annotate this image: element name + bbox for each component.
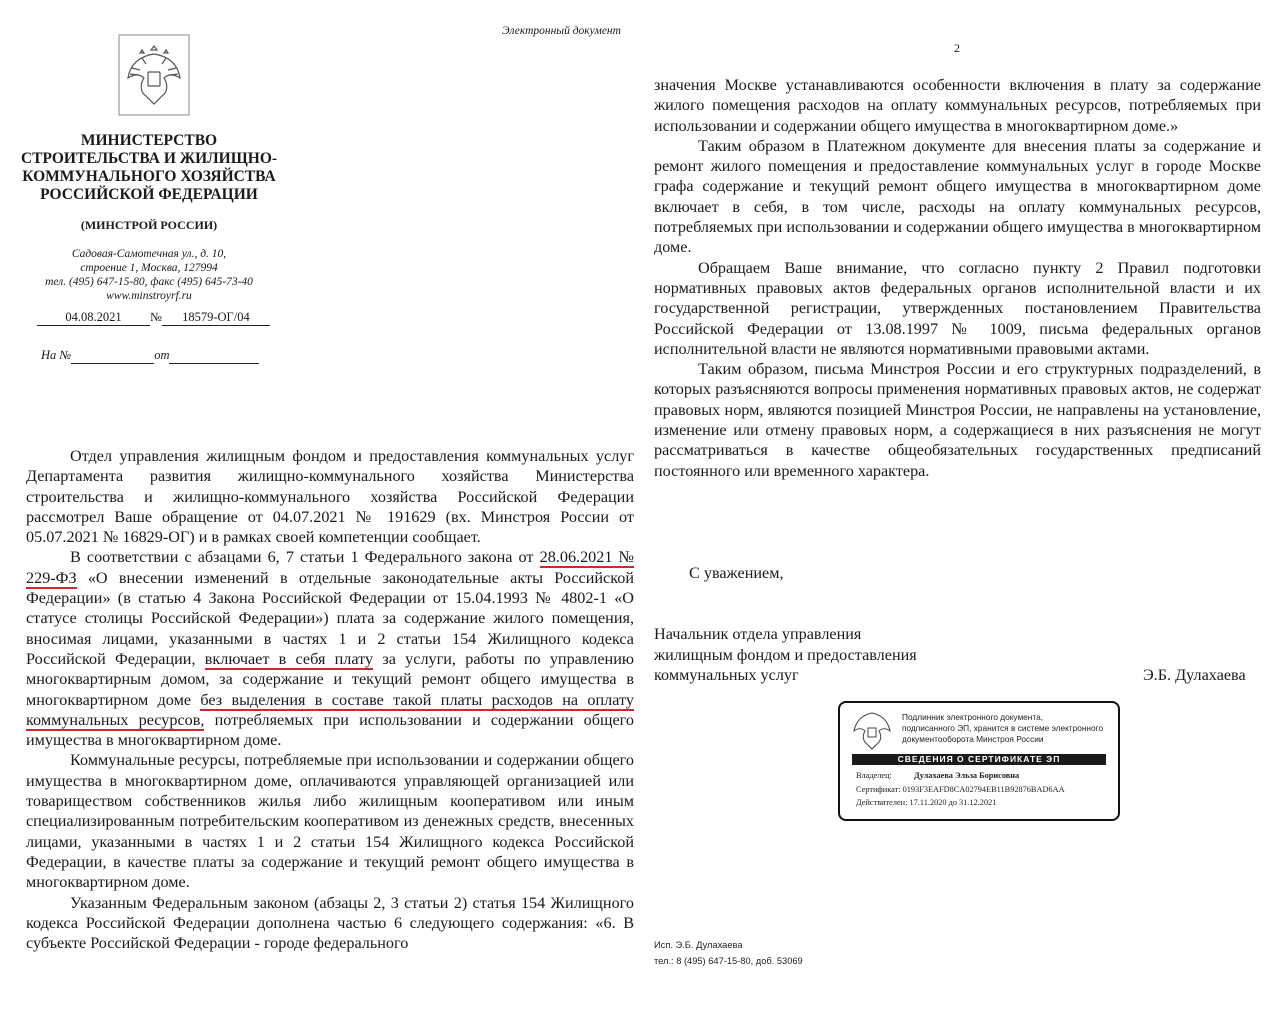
certificate-info-bar: СВЕДЕНИЯ О СЕРТИФИКАТЕ ЭП bbox=[852, 754, 1106, 765]
paragraph-attention: Обращаем Ваше внимание, что согласно пункту 2 Правил подготовки нормативных правовых актов федеральных органов исполнительной власти и их государственной регистрации, утвержденных постановлением Правительства Российской Федерации от 13.08.1997 № 1009, письма федеральных органов исполнительной власти не являются нормативными правовыми актами. bbox=[654, 258, 1261, 358]
paragraph-law bbox=[26, 547, 634, 750]
registration-line bbox=[37, 310, 270, 326]
law-text-c: за услуги, работы по управлению многоквартирным домом, за содержание и текущий ремонт общего имущества в многоквартирном доме bbox=[26, 649, 634, 709]
paragraph-article-154: Указанным Федеральным законом (абзацы 2, 3 статьи 2) статья 154 Жилищного кодекса Российской Федерации дополнена частью 6 следующего содержания: «6. В субъекте Российской Федерации - городе федерального bbox=[26, 893, 634, 953]
registration-number: 18579-ОГ/04 bbox=[162, 310, 270, 326]
ministry-short-name: (МИНСТРОЙ РОССИИ) bbox=[80, 218, 218, 232]
signer-position bbox=[654, 624, 917, 686]
certificate-label: Сертификат: bbox=[856, 785, 901, 794]
law-text-b: «О внесении изменений в отдельные законодательные акты Российской Федерации» (в статью 4 Закона Российской Федерации от 15.04.1993 № 4802-1 «О статусе столицы Российской Федерации») плата за содержание жилого помещения, вносимая лицами, указанными в частях 1 и 2 статьи 154 Жилищного кодекса Российской Федерации, bbox=[26, 568, 634, 668]
law-text-d: потребляемых при использовании и содержании общего имущества в многоквартирном доме. bbox=[26, 710, 634, 750]
electronic-signature-stamp bbox=[838, 701, 1120, 821]
registration-date: 04.08.2021 bbox=[37, 310, 150, 326]
ministry-address bbox=[20, 247, 278, 303]
stamp-notice-line-3: документооборота Минстроя России bbox=[902, 734, 1044, 744]
stamp-notice-line-1: Подлинник электронного документа, bbox=[902, 712, 1044, 722]
stamp-certificate-row bbox=[856, 785, 1065, 794]
paragraph-payment-document: Таким образом в Платежном документе для внесения платы за содержание и ремонт жилого помещения и предоставление коммунальных услуг в городе Москве графа содержание и текущий ремонт общего имущества в многоквартирном доме включает в себя, в том числе, расходы на оплату коммунальных ресурсов, потребляемых при использовании и содержании общего имущества в многоквартирном доме. bbox=[654, 136, 1261, 257]
from-label: от bbox=[154, 348, 170, 362]
page-number: 2 bbox=[954, 41, 960, 55]
on-number-label: На № bbox=[41, 348, 72, 362]
law-reference-underlined: 28.06.2021 № 229-ФЗ bbox=[26, 548, 634, 587]
paragraph-letters-status: Таким образом, письма Минстроя России и его структурных подразделений, в которых разъясняются вопросы применения нормативных правовых актов, не содержат правовых норм, являются позицией Минстроя России, не направлены на установление, изменение или отмену правовых норм, а содержащиеся в них разъяснения не могут рассматриваться в качестве общеобязательных государственных предписаний постоянного или временного характера. bbox=[654, 360, 1261, 480]
ministry-name: МИНИСТЕРСТВО СТРОИТЕЛЬСТВА И ЖИЛИЩНО-КОММУНАЛЬНОГО ХОЗЯЙСТВА РОССИЙСКОЙ ФЕДЕРАЦИИ bbox=[20, 132, 278, 203]
paragraph-moscow-continuation: значения Москве устанавливаются особенности включения в плату за содержание жилого помещения расходов на оплату коммунальных ресурсов, потребляемых при использовании и содержании общего имущества в многоквартирном доме.» bbox=[654, 76, 1261, 135]
paragraph-intro: Отдел управления жилищным фондом и предоставления коммунальных услуг Департамента развития жилищно-коммунального хозяйства Министерства строительства и жилищно-коммунального хозяйства Российской Федерации рассмотрел Ваше обращение от 04.07.2021 № 191629 (вх. Минстроя России от 05.07.2021 № 16829-ОГ) и в рамках своей компетенции сообщает. bbox=[26, 447, 634, 547]
validity-label: Действителен: bbox=[856, 798, 908, 807]
body-left-column bbox=[26, 446, 634, 953]
without-allocation-underlined: без выделения в составе такой платы расходов на оплату коммунальных ресурсов, bbox=[26, 690, 634, 729]
certificate-value: 0193F3EAFD8CA02794EB11B92876BAD6AA bbox=[902, 785, 1065, 794]
coat-of-arms-emblem bbox=[118, 34, 190, 116]
stamp-notice-line-2: подписанного ЭП, хранится в системе электронного bbox=[902, 723, 1104, 733]
stamp-emblem-icon bbox=[850, 709, 894, 751]
address-line-2: строение 1, Москва, 127994 bbox=[80, 262, 218, 274]
stamp-notice bbox=[902, 712, 1117, 745]
paragraph-utilities: Коммунальные ресурсы, потребляемые при использовании и содержании общего имущества в многоквартирном доме, оплачиваются управляющей организацией или товариществом собственников жилья либо жилищным кооперативом или иным специализированным потребительским кооперативом из денежных средств, внесенных лицами, указанными в частях 1 и 2 статьи 154 Жилищного кодекса Российской Федерации, в качестве платы за содержание и текущий ремонт общего имущества в многоквартирном доме. bbox=[26, 751, 634, 892]
stamp-owner-row bbox=[856, 771, 1019, 780]
validity-value: 17.11.2020 до 31.12.2021 bbox=[909, 798, 997, 807]
executor-name: Исп. Э.Б. Дулахаева bbox=[654, 940, 743, 950]
position-line-1: Начальник отдела управления bbox=[654, 625, 862, 643]
reference-line bbox=[41, 348, 259, 364]
body-right-column bbox=[654, 75, 1261, 481]
owner-label: Владелец: bbox=[856, 771, 892, 780]
document-type-label: Электронный документ bbox=[502, 25, 621, 37]
number-sign: № bbox=[150, 310, 162, 324]
owner-value: Дулахаева Эльза Борисовна bbox=[914, 771, 1020, 780]
regards: С уважением, bbox=[689, 564, 784, 582]
executor-phone: тел.: 8 (495) 647-15-80, доб. 53069 bbox=[654, 956, 803, 966]
stamp-validity-row bbox=[856, 798, 996, 807]
address-line-1: Садовая-Самотечная ул., д. 10, bbox=[71, 248, 227, 260]
position-line-2: жилищным фондом и предоставления bbox=[654, 645, 917, 664]
phone-fax: тел. (495) 647-15-80, факс (495) 645-73-40 bbox=[45, 276, 253, 288]
signer-name: Э.Б. Дулахаева bbox=[1143, 666, 1246, 684]
position-line-3: коммунальных услуг bbox=[654, 666, 799, 684]
law-text-a: В соответствии с абзацами 6, 7 статьи 1 Федерального закона от bbox=[70, 548, 540, 567]
includes-fee-underlined: включает в себя плату bbox=[204, 649, 374, 668]
website: www.minstroyrf.ru bbox=[106, 290, 192, 302]
